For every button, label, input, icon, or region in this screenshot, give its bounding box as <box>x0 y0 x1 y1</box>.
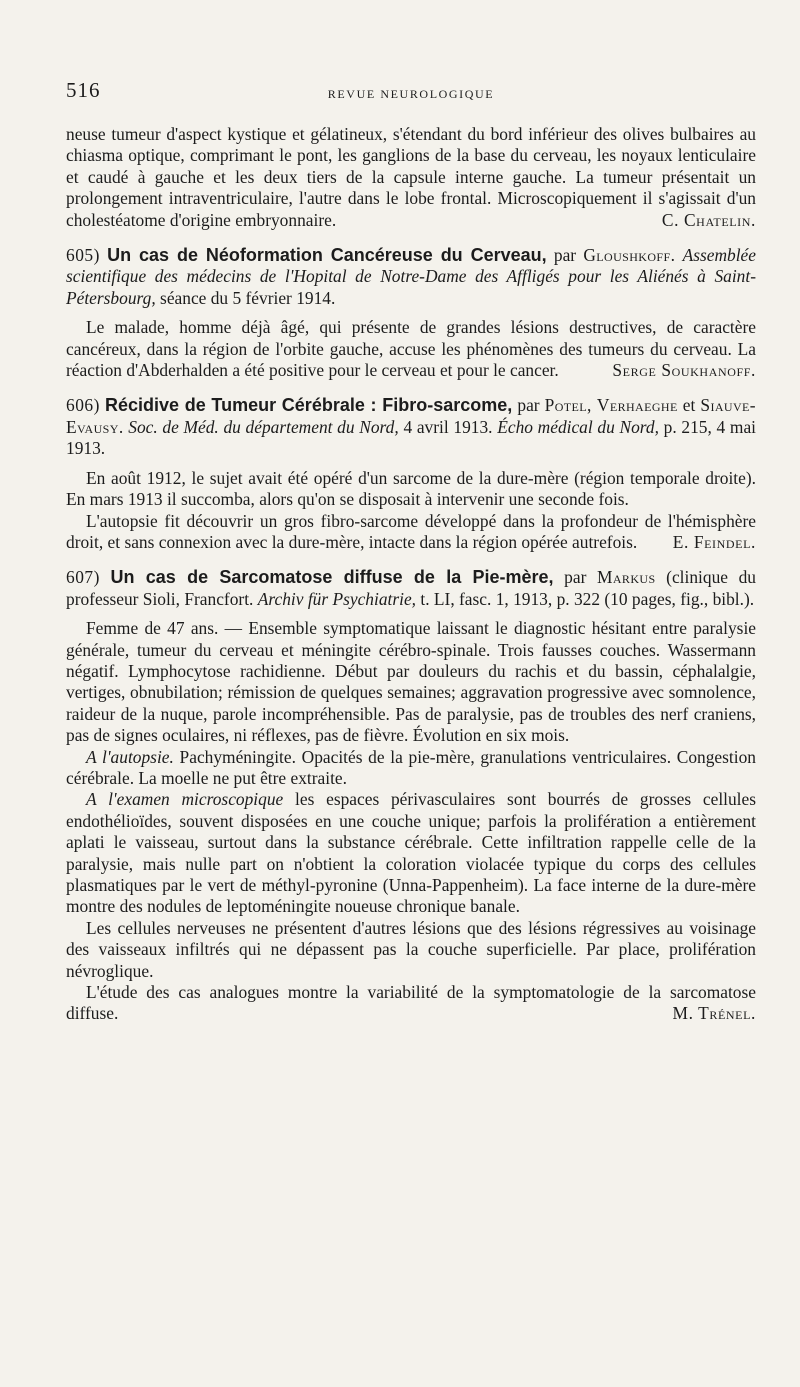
entry-author: Potel, Verhaeghe <box>544 395 678 416</box>
entry-title: Récidive de Tumeur Cérébrale : Fibro-sarcome, <box>104 395 513 416</box>
continuation-text: neuse tumeur d'aspect kystique et gélatineux, s'étendant du bord inférieur des olives bulbaires au chiasma optique, comprimant le pont, les ganglions de la base du cerveau, les noyaux lenticulaire et caudé à gauche et les deux tiers de la capsule interne gauche. La tumeur présentait un prolongement intraventriculaire, l'autre dans le lobe frontal. Microscopiquement il s'agissait d'un cholestéatome d'origine embryonnaire. C. Chatelin. <box>66 124 756 230</box>
entry-title: Un cas de Sarcomatose diffuse de la Pie-mère, <box>110 567 554 588</box>
entry-paragraph: A l'examen microscopique les espaces périvasculaires sont bourrés de grosses cellules endothélioïdes, souvent disposées en une couche unique; parfois la prolifération a entièrement aplati le vaisseau, surtout dans la substance cérébrale. Cette infiltration rappelle celle de la paralysie, mais nulle part on n'obtient la coloration violacée typique du corps des cellules plasmatiques par le vert de méthyl-pyronine (Unna-Pappenheim). La face interne de la dure-mère montre des nodules de leptoméningite noueuse chronique banale. <box>66 789 757 917</box>
entry-paragraph: L'autopsie fit découvrir un gros fibro-sarcome développé dans la profondeur de l'hémisphère droit, et sans connexion avec la dure-mère, intacte dans la région opérée autrefois. E. Feindel. <box>66 510 756 552</box>
entry-paragraph: En août 1912, le sujet avait été opéré d'un sarcome de la dure-mère (région temporale droite). En mars 1913 il succomba, alors qu'on se disposait à intervenir une seconde fois. <box>66 467 756 510</box>
entry-number: 605) <box>66 245 100 266</box>
entry-date: 4 avril 1913. <box>403 416 493 437</box>
entry-number: 606) <box>66 395 100 416</box>
page-header <box>66 78 756 108</box>
entry-heading: 606) Récidive de Tumeur Cérébrale : Fibro-sarcome, par Potel, Verhaeghe et Siauve-Evausy. Soc. de Méd. du département du Nord, 4 avril 1913. Écho médical du Nord, p. 215, 4 mai 1913. <box>66 395 756 459</box>
entry-date: séance du 5 février 1914. <box>160 287 336 308</box>
entry-number: 607) <box>66 567 100 588</box>
entry-heading: 607) Un cas de Sarcomatose diffuse de la Pie-mère, par Markus (clinique du professeur Sioli, Francfort. Archiv für Psychiatrie, t. LI, fasc. 1, 1913, p. 322 (10 pages, fig., bibl.). <box>66 567 756 609</box>
entry-source: Écho médical du Nord, <box>497 416 659 437</box>
entry-heading: 605) Un cas de Néoformation Cancéreuse du Cerveau, par Gloushkoff. Assemblée scientifique des médecins de l'Hopital de Notre-Dame des Affligés pour les Aliénés à Saint-Pétersbourg, séance du 5 février 1914. <box>66 245 756 308</box>
entry-source: Archiv für Psychiatrie, <box>257 588 417 609</box>
entry-paragraph: Les cellules nerveuses ne présentent d'autres lésions que des lésions régressives au voisinage des vaisseaux infiltrés qui ne dépassent pas la couche superficielle. Par place, prolifération névroglique. <box>66 917 756 981</box>
abstract-607 <box>66 567 756 1025</box>
entry-paragraph: L'étude des cas analogues montre la variabilité de la symptomatologie de la sarcomatose diffuse. M. Trénel. <box>66 982 756 1024</box>
page <box>66 78 756 1025</box>
signature: M. Trénel. <box>672 1003 756 1024</box>
signature: Serge Soukhanoff. <box>612 360 756 381</box>
entry-author: Gloushkoff. <box>583 245 676 266</box>
entry-paragraph: Le malade, homme déjà âgé, qui présente de grandes lésions destructives, de caractère cancéreux, dans la région de l'orbite gauche, accuse les phénomènes des tumeurs du cerveau. La réaction d'Abderhalden a été positive pour le cerveau et pour le cancer. Serge Soukhanoff. <box>66 317 756 381</box>
signature: C. Chatelin. <box>661 209 756 230</box>
page-number: 516 <box>66 78 101 102</box>
running-title: REVUE NEUROLOGIQUE <box>327 87 495 101</box>
entry-author: Siauve-Evausy. <box>66 395 756 437</box>
entry-paragraph: Femme de 47 ans. — Ensemble symptomatique laissant le diagnostic hésitant entre paralysie générale, tumeur du cerveau et méningite cérébro-spinale. Trois fausses couches. Wassermann négatif. Lymphocytose rachidienne. Début par douleurs du rachis et du bassin, céphalalgie, vertiges, obnubilation; rémission de quelques semaines; aggravation progressive avec somnolence, raideur de la nuque, parole incompréhensible. Pas de paralysie, pas de troubles des nerf craniens, pas de signes oculaires, ni réflexes, pas de fièvre. Évolution en six mois. <box>66 618 756 746</box>
entry-date: t. LI, fasc. 1, 1913, p. 322 (10 pages, fig., bibl.). <box>420 588 755 609</box>
entry-date: p. 215, 4 mai 1913. <box>66 416 756 459</box>
entry-author: Markus <box>597 567 656 588</box>
entry-paragraph: A l'autopsie. Pachyméningite. Opacités de la pie-mère, granulations ventriculaires. Congestion cérébrale. La moelle ne put être extraite. <box>66 746 756 788</box>
abstract-605 <box>66 245 756 381</box>
abstract-606 <box>66 395 756 553</box>
entry-source: Soc. de Méd. du département du Nord, <box>128 416 399 437</box>
entry-source: Assemblée scientifique des médecins de l'Hopital de Notre-Dame des Affligés pour les Aliénés à Saint-Pétersbourg, <box>66 245 756 308</box>
signature: E. Feindel. <box>672 531 756 552</box>
entry-title: Un cas de Néoformation Cancéreuse du Cerveau, <box>107 245 547 266</box>
entry-clinic: (clinique du professeur Sioli, Francfort. <box>66 567 756 609</box>
continuation-block <box>66 124 756 231</box>
